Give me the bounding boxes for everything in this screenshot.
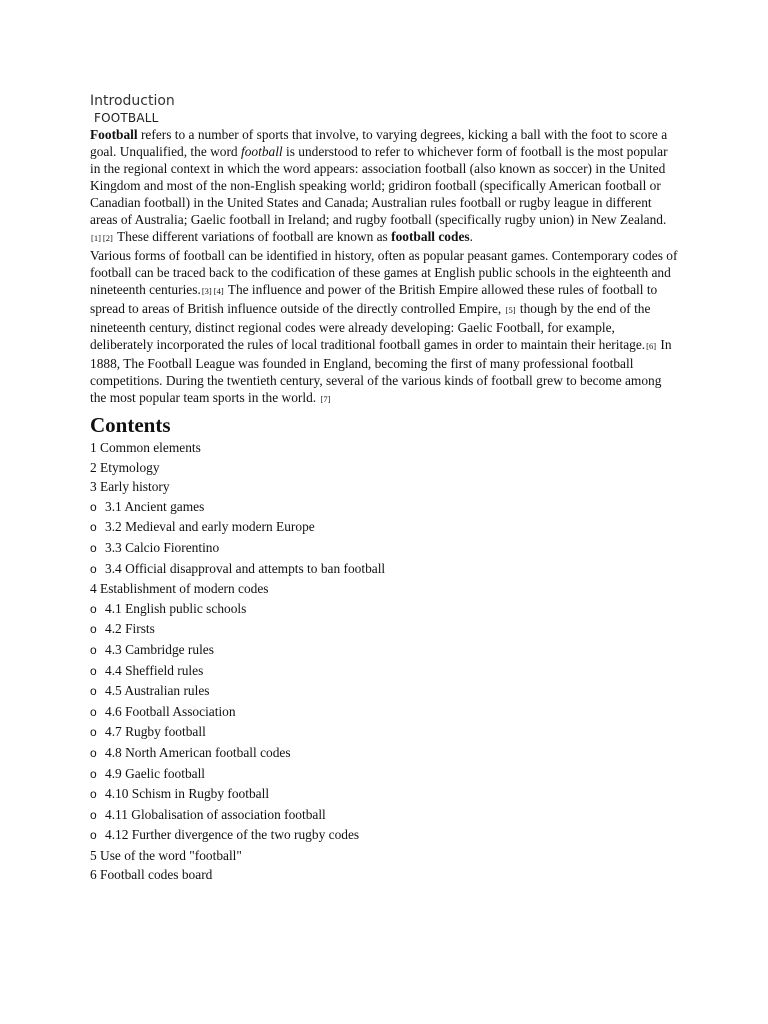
toc-item-label: 1 Common elements: [90, 440, 201, 455]
p1-text-b: is understood to refer to whichever form of football is the most popular in the regional context in which the word appears: association football (also known as soccer) in the United Kingdom and most of the non-English speaking world; gridiron football (specifically American football or Canadian football) in the United States and Canada; Australian rules football or rugby league in different areas of Australia; Gaelic football in Ireland; and rugby football (specifically rugby union) in New Zealand.: [90, 144, 668, 227]
toc-item-4-5[interactable]: [90, 681, 680, 702]
citation-link-4[interactable]: [4]: [213, 286, 224, 296]
toc-item-label: 4.1 English public schools: [105, 600, 247, 616]
toc-bullet: o: [90, 807, 97, 822]
toc-item-3[interactable]: [90, 477, 680, 497]
toc-bullet: o: [90, 663, 97, 678]
toc-item-label: 4 Establishment of modern codes: [90, 581, 269, 597]
toc-item-6[interactable]: [90, 865, 680, 885]
toc-item-4-11[interactable]: [90, 805, 680, 826]
toc-bullet: o: [90, 622, 97, 637]
toc-item-5[interactable]: [90, 846, 680, 866]
toc-item-4-8[interactable]: [90, 743, 680, 764]
toc-bullet: o: [90, 704, 97, 719]
toc-item-label: 4.10 Schism in Rugby football: [105, 786, 270, 802]
toc-item-label: 3.4 Official disapproval and attempts to ban football: [105, 560, 386, 576]
term-football-codes: football codes: [391, 229, 470, 244]
document-body: [90, 92, 680, 885]
football-subheading: FOOTBALL: [94, 111, 159, 125]
toc-item-2[interactable]: [90, 458, 680, 478]
toc-item-label: 4.6 Football Association: [105, 703, 236, 719]
toc-bullet: o: [90, 601, 97, 616]
toc-item-3-3[interactable]: [90, 538, 680, 559]
citation-link-5[interactable]: [5]: [505, 305, 516, 315]
paragraph-intro: [90, 126, 680, 247]
toc-bullet: o: [90, 499, 97, 514]
toc-bullet: o: [90, 561, 97, 576]
p1-text-a: refers to a number of sports that involve, to varying degrees, kicking a ball with the foot to score a goal. Unqualified, the word: [90, 127, 668, 159]
toc-bullet: o: [90, 766, 97, 781]
toc-item-label: 4.8 North American football codes: [105, 744, 291, 760]
toc-item-label: 4.4 Sheffield rules: [105, 662, 204, 678]
toc-item-4-1[interactable]: [90, 599, 680, 620]
toc-item-4[interactable]: [90, 579, 680, 599]
citation-link-1[interactable]: [1]: [91, 233, 101, 243]
toc-item-label: 4.2 Firsts: [105, 621, 155, 637]
p2-text-c: though by the end of the nineteenth century, distinct regional codes were already developing: Gaelic Football, for example, deliberately incorporated the rules of local traditional football games in order to maintain their heritage.: [90, 301, 651, 352]
toc-bullet: o: [90, 828, 97, 843]
toc-item-label: 3.1 Ancient games: [105, 498, 205, 514]
toc-item-label: 3.3 Calcio Fiorentino: [105, 539, 220, 555]
toc-item-3-1[interactable]: [90, 497, 680, 518]
contents-title: Contents: [90, 413, 171, 437]
citation-link-2[interactable]: [2]: [102, 233, 113, 243]
toc-bullet: o: [90, 725, 97, 740]
toc-bullet: o: [90, 684, 97, 699]
p2-text-d: In 1888, The Football League was founded in England, becoming the first of many professional football competitions. During the twentieth century, several of the various kinds of football grew to become among the most popular team sports in the world.: [90, 337, 672, 405]
toc-item-label: 5 Use of the word "football": [90, 847, 242, 863]
toc-item-label: 4.3 Cambridge rules: [105, 641, 214, 657]
toc-item-4-6[interactable]: [90, 702, 680, 723]
toc-bullet: o: [90, 787, 97, 802]
toc-bullet: o: [90, 745, 97, 760]
citation-link-3[interactable]: [3]: [201, 286, 212, 296]
toc-item-4-4[interactable]: [90, 661, 680, 682]
toc-item-4-10[interactable]: [90, 784, 680, 805]
table-of-contents: [90, 438, 680, 885]
citation-link-7[interactable]: [7]: [320, 394, 331, 404]
paragraph-history: [90, 247, 680, 408]
p2-text-b: The influence and power of the British Empire allowed these rules of football to spread to areas of British influence outside of the directly controlled Empire,: [90, 282, 658, 316]
toc-item-1[interactable]: [90, 438, 680, 458]
introduction-heading: Introduction: [90, 93, 175, 109]
p1-text-d: .: [469, 229, 473, 244]
toc-item-4-7[interactable]: [90, 722, 680, 743]
p2-text-a: Various forms of football can be identified in history, often as popular peasant games. Contemporary codes of football can be traced back to the codification of these games at English public schools in the eighteenth and nineteenth centuries.: [90, 248, 678, 297]
toc-item-label: 4.12 Further divergence of the two rugby codes: [105, 827, 360, 843]
toc-item-label: 3 Early history: [90, 479, 170, 495]
toc-bullet: o: [90, 540, 97, 555]
p1-text-c: These different variations of football are known as: [113, 229, 392, 244]
toc-item-label: 3.2 Medieval and early modern Europe: [105, 519, 315, 535]
toc-item-3-2[interactable]: [90, 517, 680, 538]
toc-item-label: 4.5 Australian rules: [105, 683, 210, 699]
toc-item-4-3[interactable]: [90, 640, 680, 661]
toc-item-4-12[interactable]: [90, 825, 680, 846]
toc-item-label: 2 Etymology: [90, 459, 160, 475]
toc-item-4-9[interactable]: [90, 764, 680, 785]
toc-item-label: 4.9 Gaelic football: [105, 765, 206, 781]
toc-bullet: o: [90, 520, 97, 535]
toc-bullet: o: [90, 642, 97, 657]
toc-item-4-2[interactable]: [90, 619, 680, 640]
term-football: Football: [90, 127, 138, 142]
term-football-italic: football: [240, 144, 283, 159]
toc-item-label: 6 Football codes board: [90, 867, 213, 883]
toc-item-label: 4.11 Globalisation of association football: [105, 806, 326, 822]
citation-link-6[interactable]: [6]: [646, 341, 657, 351]
toc-item-3-4[interactable]: [90, 559, 680, 580]
toc-item-label: 4.7 Rugby football: [105, 724, 206, 740]
